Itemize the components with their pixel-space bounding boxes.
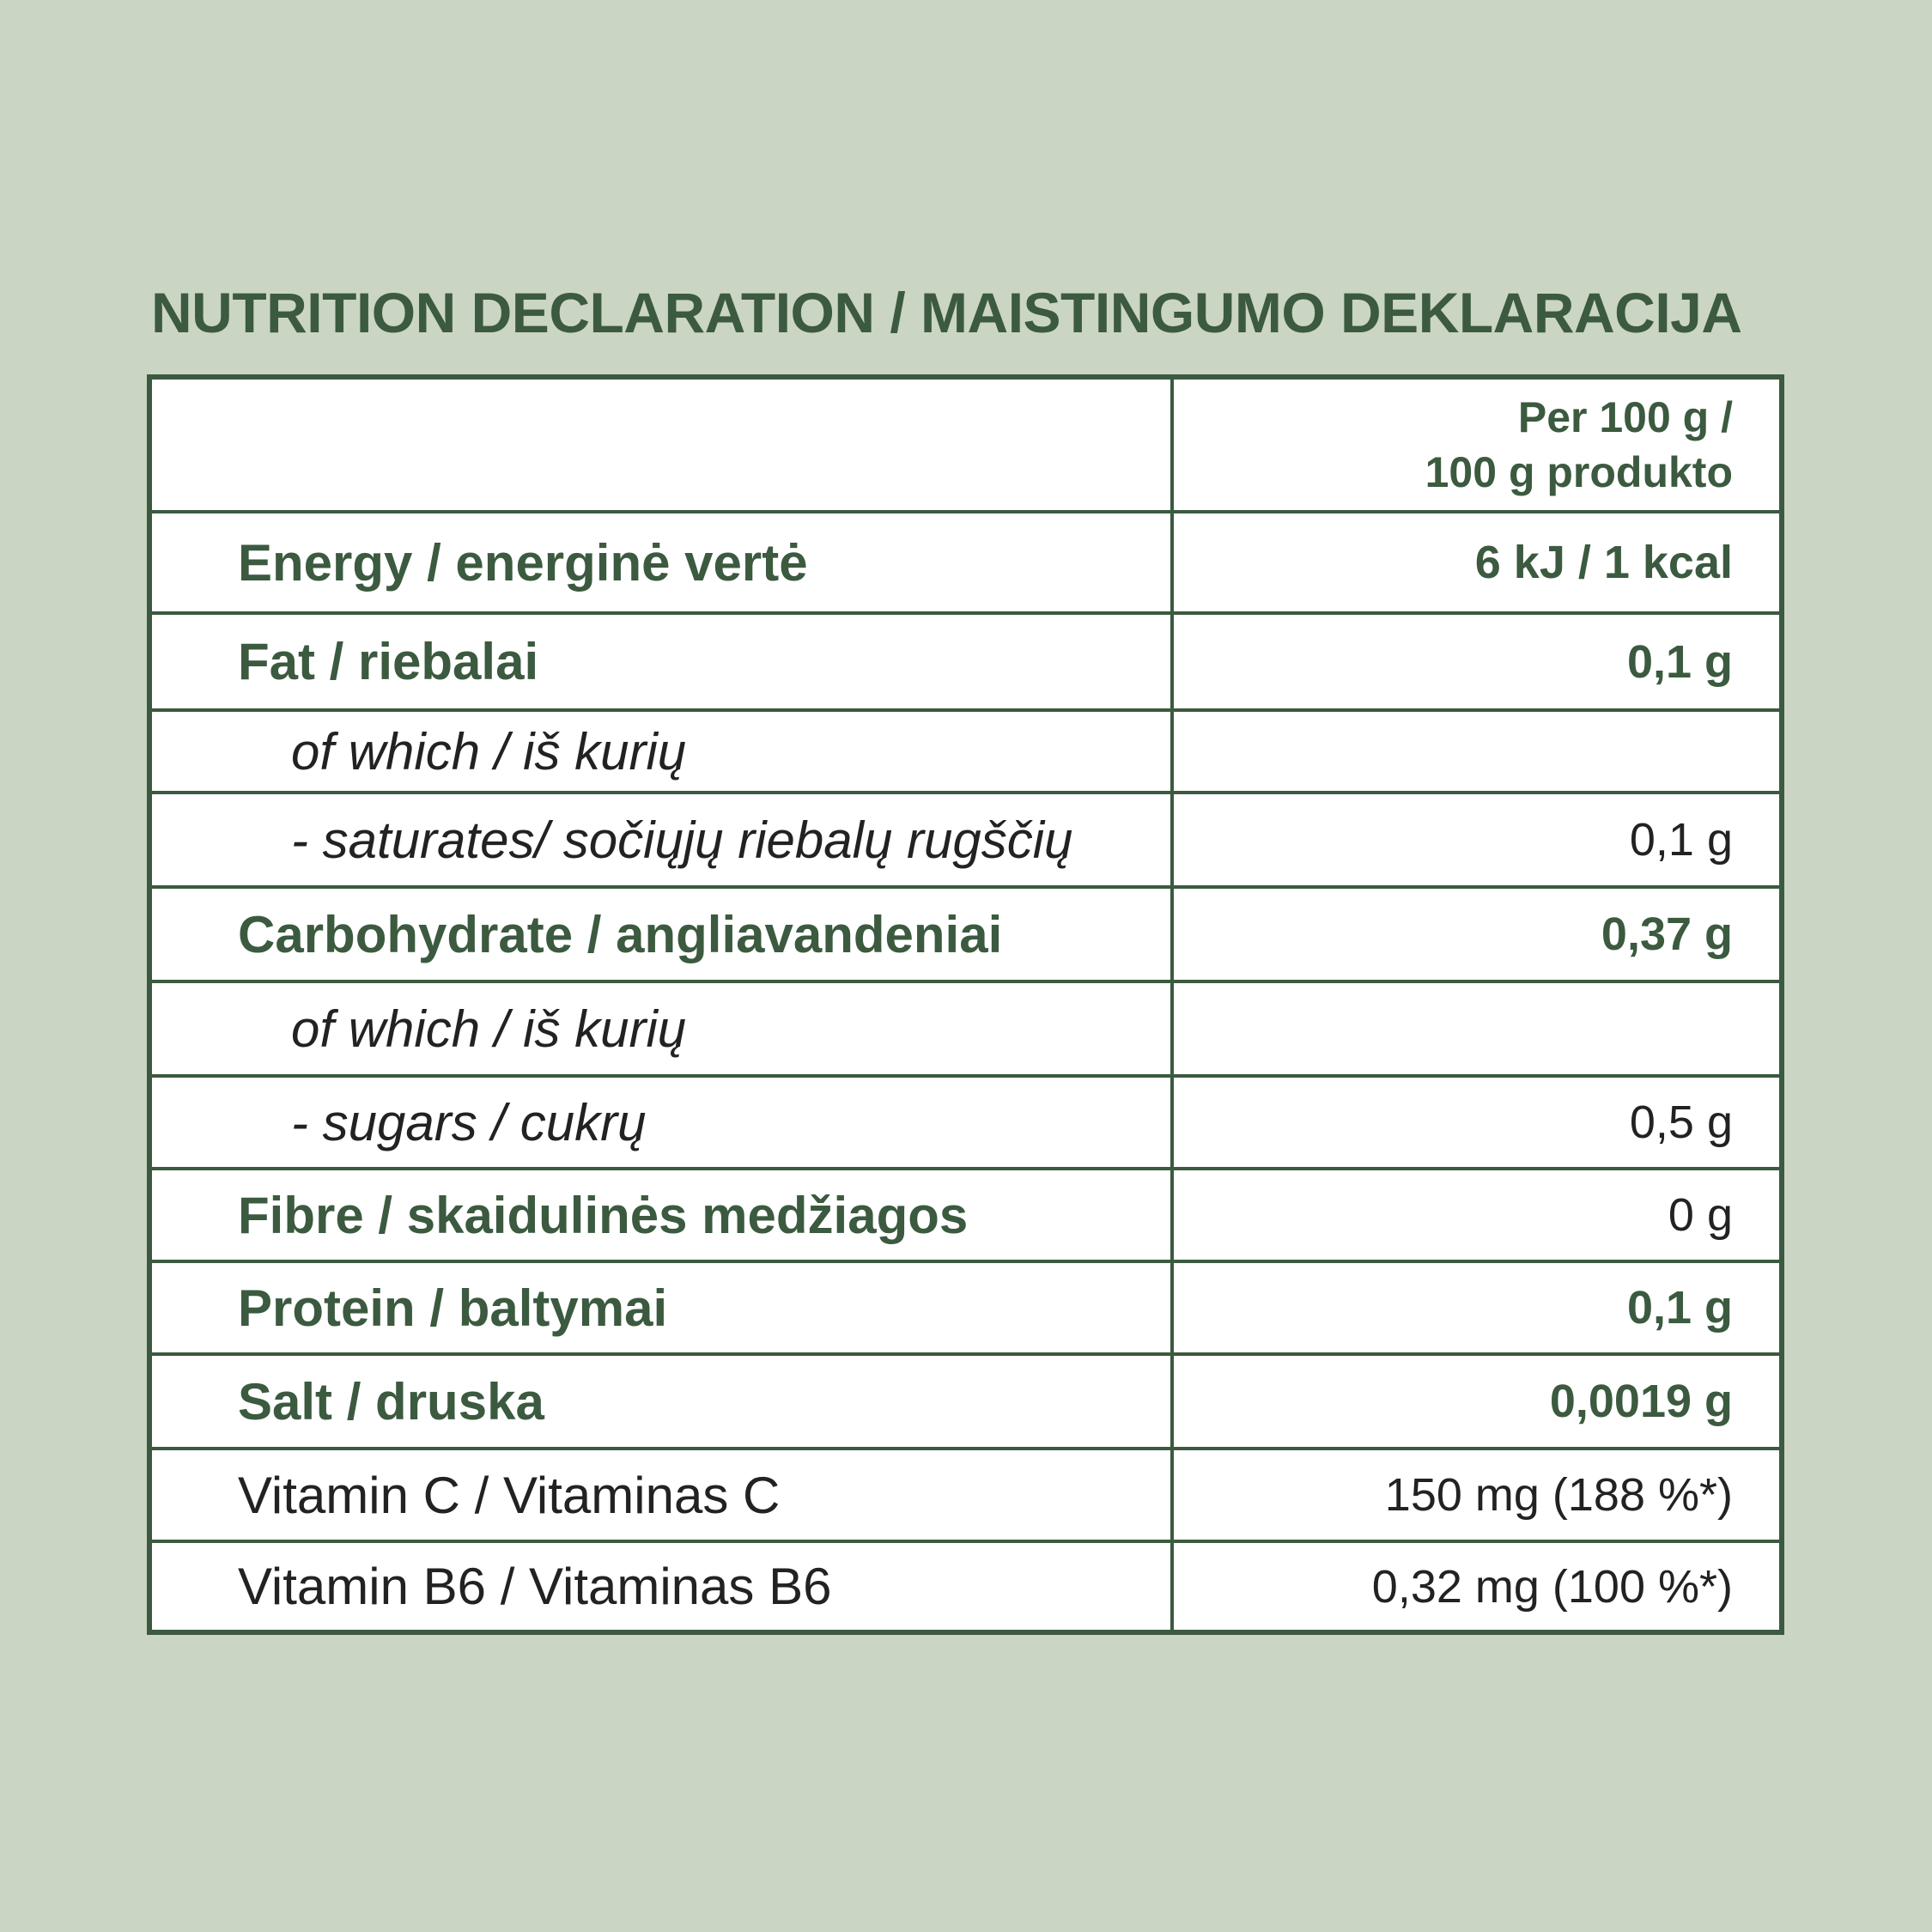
table-row [152, 510, 1779, 611]
table-row [152, 1352, 1779, 1447]
row-value-vitamin-b6: 0,32 mg (100 %*) [1371, 1560, 1733, 1613]
row-value-salt: 0,0019 g [1549, 1376, 1733, 1427]
row-label-protein: Protein / baltymai [238, 1279, 668, 1337]
row-value-fat: 0,1 g [1626, 635, 1733, 688]
row-label-vitamin-c: Vitamin C / Vitaminas C [238, 1466, 781, 1524]
row-value-carbohydrate: 0,37 g [1601, 908, 1733, 960]
row-label-energy: Energy / energinė vertė [238, 533, 808, 592]
row-value-protein: 0,1 g [1626, 1282, 1733, 1334]
row-label-fat: Fat / riebalai [238, 633, 539, 690]
table-row [152, 885, 1779, 980]
row-label-carb-of-which: of which / iš kurių [291, 999, 687, 1058]
per-100g-header [1425, 380, 1733, 510]
table-row [152, 1540, 1779, 1630]
row-label-saturates: - saturates/ sočiųjų riebalų rugščių [291, 811, 1073, 869]
row-value-vitamin-c: 150 mg (188 %*) [1384, 1469, 1733, 1521]
row-value-sugars: 0,5 g [1629, 1097, 1733, 1148]
table-row [152, 791, 1779, 885]
page-title: NUTRITION DECLARATION / MAISTINGUMO DEKLARACIJA [151, 281, 1742, 344]
row-label-sugars: - sugars / cukrų [291, 1093, 647, 1151]
row-value-fibre: 0 g [1668, 1189, 1733, 1241]
table-row [152, 1260, 1779, 1352]
table-header-row [152, 380, 1779, 510]
header-line-1: Per 100 g / [1517, 393, 1733, 441]
row-value-saturates: 0,1 g [1629, 814, 1733, 866]
table-row [152, 611, 1779, 708]
row-value-energy: 6 kJ / 1 kcal [1474, 537, 1733, 588]
table-row [152, 1074, 1779, 1167]
row-label-carbohydrate: Carbohydrate / angliavandeniai [238, 905, 1003, 963]
header-line-2: 100 g produkto [1425, 448, 1733, 496]
table-row [152, 1447, 1779, 1540]
table-row [152, 980, 1779, 1074]
nutrition-table [147, 374, 1784, 1635]
table-row [152, 708, 1779, 791]
table-row [152, 1167, 1779, 1260]
row-label-fat-of-which: of which / iš kurių [291, 722, 687, 781]
row-label-vitamin-b6: Vitamin B6 / Vitaminas B6 [238, 1558, 832, 1615]
row-label-salt: Salt / druska [238, 1372, 544, 1431]
row-label-fibre: Fibre / skaidulinės medžiagos [238, 1186, 969, 1244]
